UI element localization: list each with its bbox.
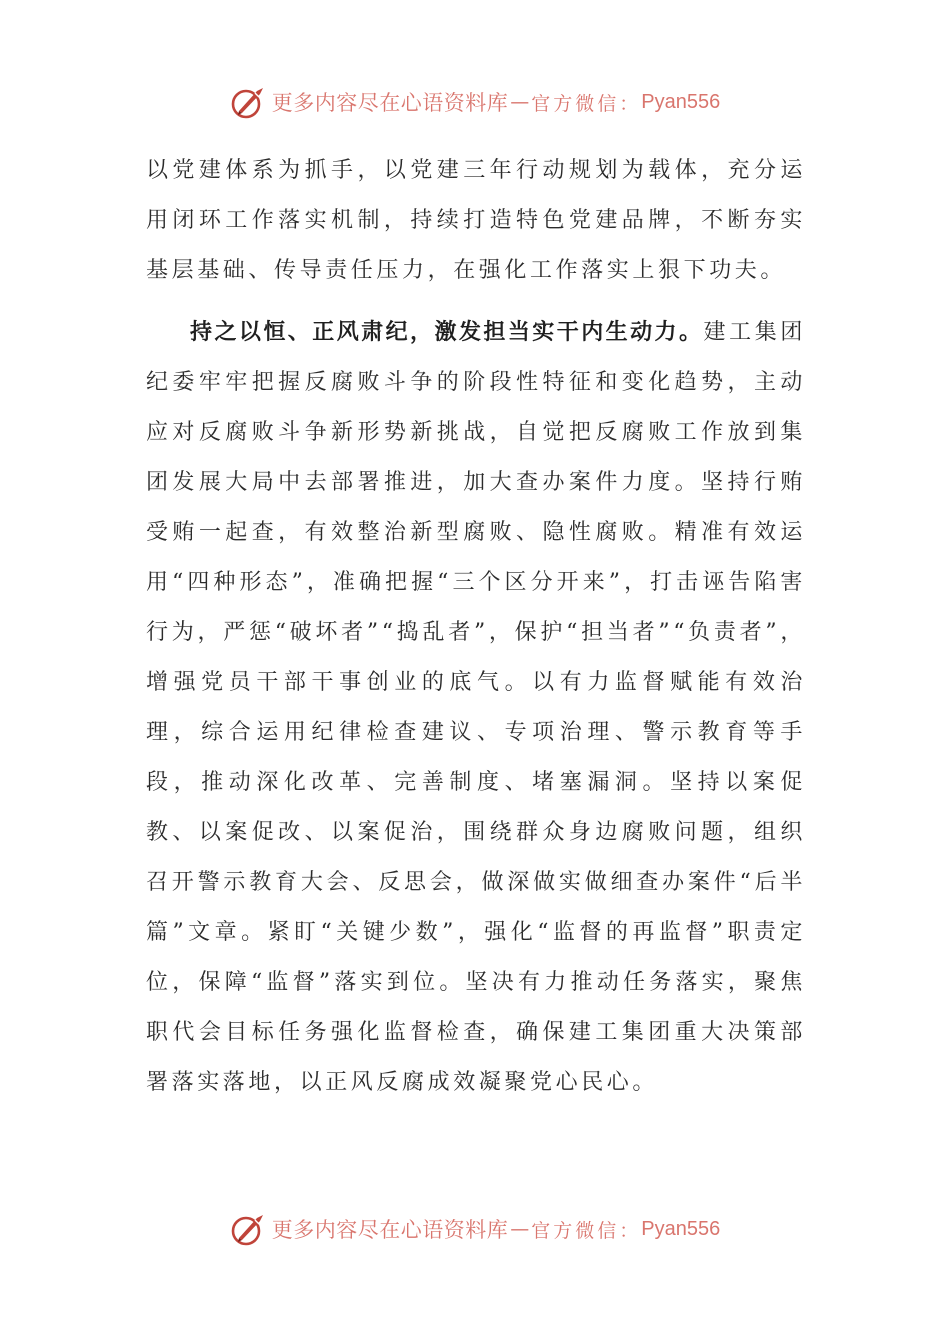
paragraph-1: 以党建体系为抓手，以党建三年行动规划为载体，充分运用闭环工作落实机制，持续打造特色党建品牌，不断夯实基层基础、传导责任压力，在强化工作落实上狠下功夫。 <box>146 158 806 283</box>
paragraph-2 <box>146 308 806 1108</box>
document-body <box>146 146 806 1108</box>
banner-brand-text: 更多内容尽在心语资料库 <box>271 1218 509 1242</box>
banner-contact-id: Pyan556 <box>641 90 721 113</box>
banner-contact-id: Pyan556 <box>641 1217 721 1240</box>
header-banner <box>0 82 950 122</box>
banner-contact-label: 官方微信： <box>531 1219 642 1242</box>
pen-logo-icon <box>230 84 268 120</box>
banner-contact-label: 官方微信： <box>531 92 642 115</box>
paragraph-2-lead: 持之以恒、正风肃纪，激发担当实干内生动力。 <box>190 320 704 345</box>
footer-banner <box>0 1209 950 1249</box>
banner-dash: — <box>510 91 530 113</box>
paragraph-2-text: 建工集团纪委牢牢把握反腐败斗争的阶段性特征和变化趋势，主动应对反腐败斗争新形势新挑战，自觉把反腐败工作放到集团发展大局中去部署推进，加大查办案件力度。坚持行贿受贿一起查，有效整治新型腐败、隐性腐败。精准有效运用“四种形态”，准确把握“三个区分开来”，打击诬告陷害行为，严惩“破坏者”“捣乱者”，保护“担当者”“负责者”，增强党员干部干事创业的底气。以有力监督赋能有效治理，综合运用纪律检查建议、专项治理、警示教育等手段，推动深化改革、完善制度、堵塞漏洞。坚持以案促教、以案促改、以案促治，围绕群众身边腐败问题，组织召开警示教育大会、反思会，做深做实做细查办案件“后半篇”文章。紧盯“关键少数”，强化“监督的再监督”职责定位，保障“监督”落实到位。坚决有力推动任务落实，聚焦职代会目标任务强化监督检查，确保建工集团重大决策部署落实落地，以正风反腐成效凝聚党心民心。 <box>146 320 807 1095</box>
pen-logo-icon <box>230 1211 268 1247</box>
banner-dash: — <box>510 1218 530 1240</box>
banner-brand-text: 更多内容尽在心语资料库 <box>271 91 509 115</box>
